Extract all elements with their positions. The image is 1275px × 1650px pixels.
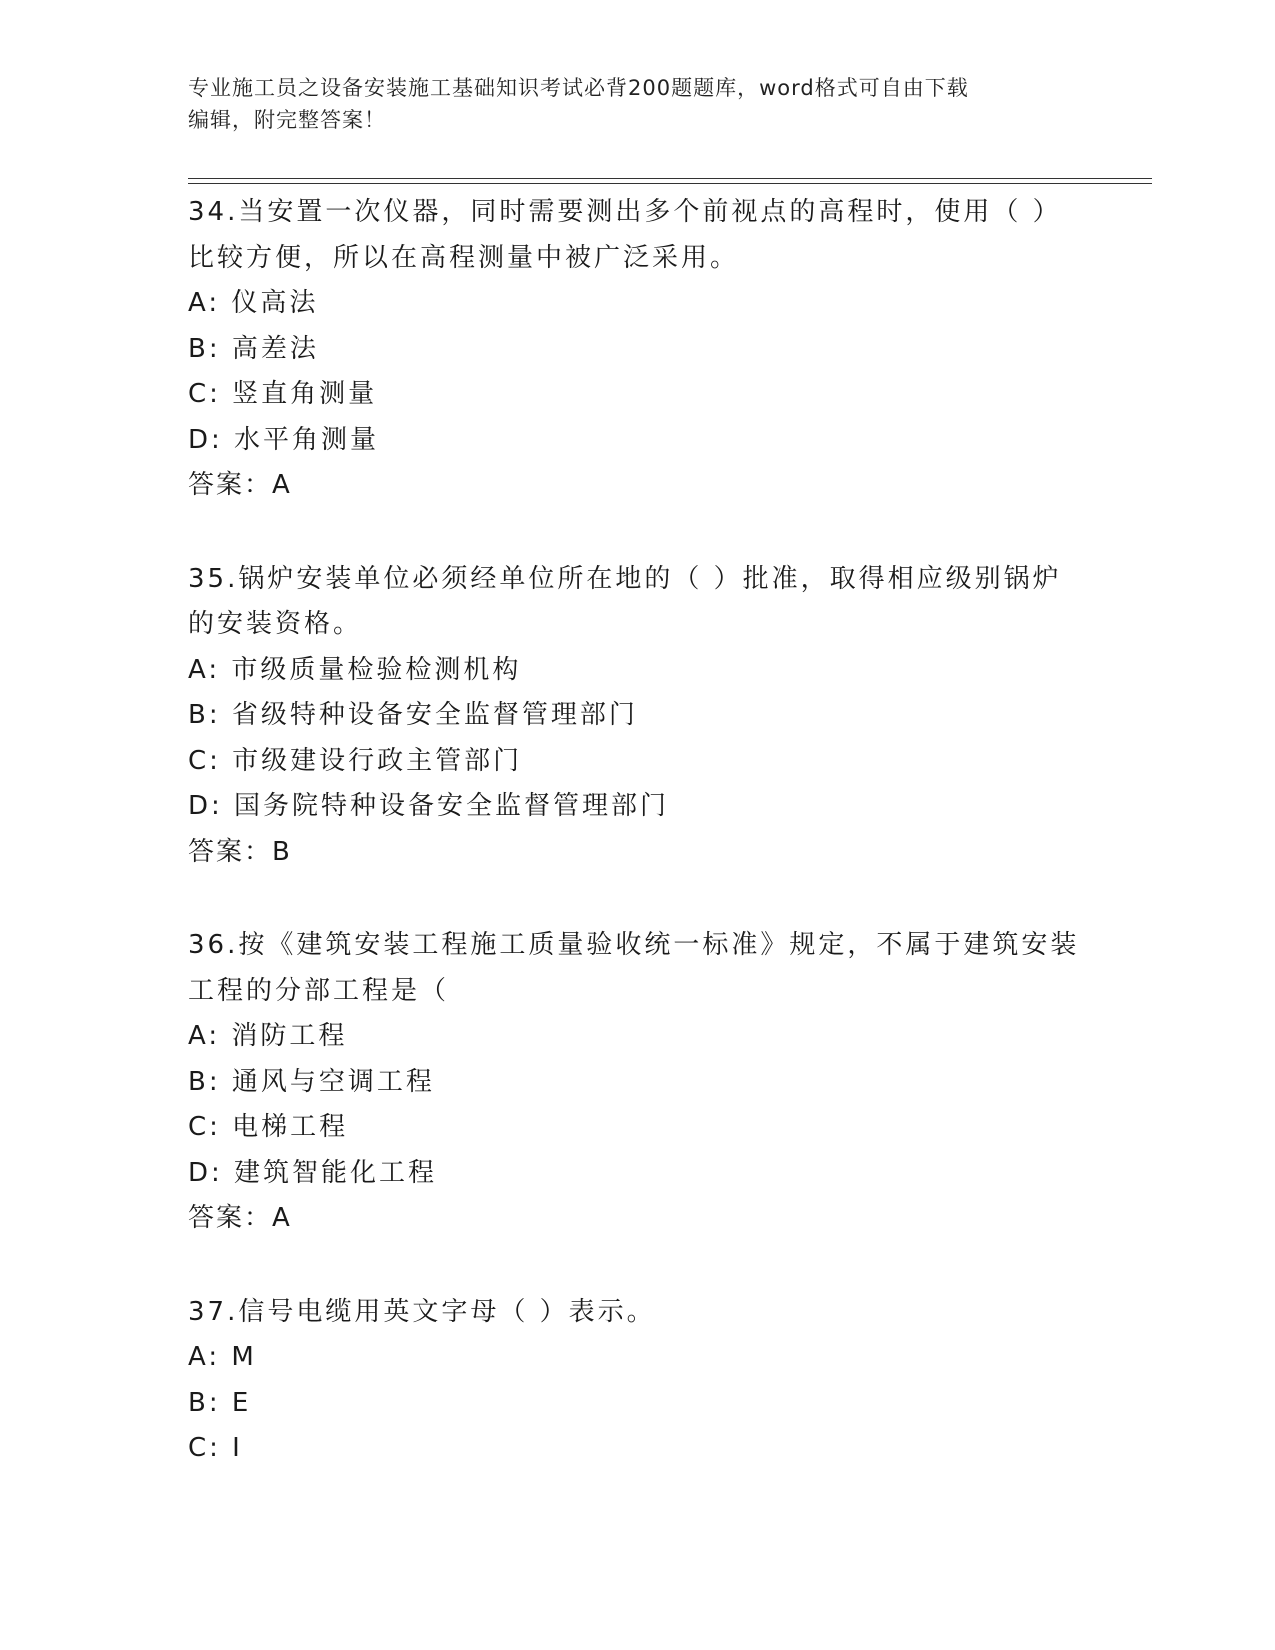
option-b: B: 高差法 <box>188 333 319 364</box>
question-stem: 的安装资格。 <box>188 609 363 639</box>
answer: 答案：B <box>188 836 292 867</box>
option-b: B: 通风与空调工程 <box>188 1066 435 1097</box>
question-list <box>188 190 1088 1472</box>
header-divider-top <box>188 178 1152 179</box>
question-stem: 34.当安置一次仪器，同时需要测出多个前视点的高程时，使用（ ） <box>188 197 1062 227</box>
question-stem: 比较方便，所以在高程测量中被广泛采用。 <box>188 242 740 273</box>
option-b: B: 省级特种设备安全监督管理部门 <box>188 700 638 730</box>
option-a: A: 仪高法 <box>188 288 319 318</box>
question-stem: 35.锅炉安装单位必须经单位所在地的（ ）批准，取得相应级别锅炉 <box>188 563 1062 594</box>
question-stem: 36.按《建筑安装工程施工质量验收统一标准》规定，不属于建筑安装 <box>188 930 1080 960</box>
question-spacer <box>188 1242 1088 1290</box>
option-a: A: 消防工程 <box>188 1021 348 1051</box>
option-a: A: M <box>188 1342 257 1372</box>
option-b: B: E <box>188 1387 252 1418</box>
answer: 答案：A <box>188 1203 292 1233</box>
question-34 <box>188 190 1088 509</box>
question-35 <box>188 557 1088 876</box>
question-spacer <box>188 875 1088 923</box>
option-a: A: 市级质量检验检测机构 <box>188 654 522 685</box>
document-header <box>188 72 1088 136</box>
header-line-1: 专业施工员之设备安装施工基础知识考试必背200题题库，word格式可自由下载 <box>188 76 969 100</box>
option-c: C: 电梯工程 <box>188 1112 349 1142</box>
option-c: C: I <box>188 1433 243 1463</box>
option-d: D: 水平角测量 <box>188 424 380 455</box>
question-stem: 工程的分部工程是（ <box>188 975 450 1006</box>
option-d: D: 国务院特种设备安全监督管理部门 <box>188 791 670 821</box>
answer: 答案：A <box>188 470 292 500</box>
option-c: C: 市级建设行政主管部门 <box>188 745 523 776</box>
option-d: D: 建筑智能化工程 <box>188 1157 438 1188</box>
question-stem: 37.信号电缆用英文字母（ ）表示。 <box>188 1296 656 1327</box>
header-line-2: 编辑，附完整答案！ <box>188 108 386 132</box>
question-37 <box>188 1290 1088 1472</box>
question-36 <box>188 923 1088 1242</box>
question-spacer <box>188 509 1088 557</box>
header-divider-bottom <box>188 183 1152 184</box>
option-c: C: 竖直角测量 <box>188 379 378 409</box>
